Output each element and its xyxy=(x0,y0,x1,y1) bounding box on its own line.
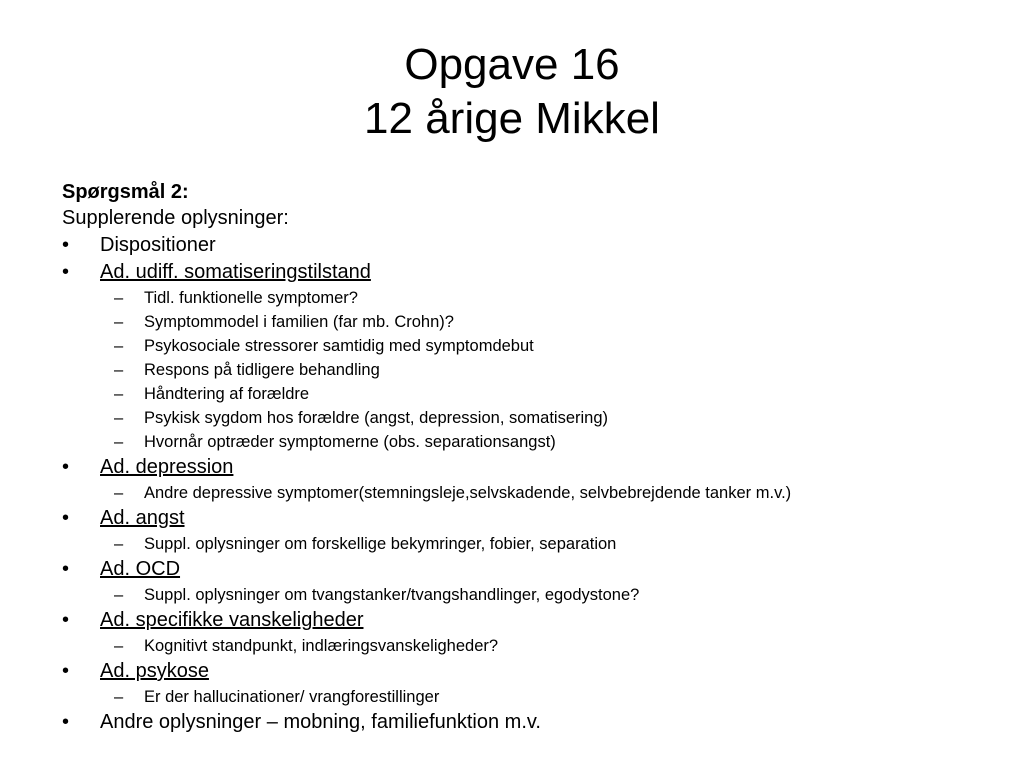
slide-body xyxy=(62,180,1002,736)
dash-icon: – xyxy=(114,688,124,706)
sub-list xyxy=(100,583,1002,607)
dash-icon: – xyxy=(114,385,124,403)
bullet-item-label: Ad. OCD xyxy=(100,558,181,580)
sub-list xyxy=(100,532,1002,556)
sub-item-label: Kognitivt standpunkt, indlæringsvanskeligheder? xyxy=(144,637,499,655)
sub-item xyxy=(100,634,1002,658)
title-line-2: 12 årige Mikkel xyxy=(364,94,660,143)
sub-list xyxy=(100,481,1002,505)
dash-icon: – xyxy=(114,484,124,502)
sub-item xyxy=(100,358,1002,382)
title-line-1: Opgave 16 xyxy=(404,40,620,89)
sub-item-label: Psykosociale stressorer samtidig med symptomdebut xyxy=(144,337,534,355)
sub-item-label: Hvornår optræder symptomerne (obs. separationsangst) xyxy=(144,433,556,451)
dash-icon: – xyxy=(114,586,124,604)
bullet-list xyxy=(62,232,1002,736)
dash-icon: – xyxy=(114,637,124,655)
sub-item xyxy=(100,583,1002,607)
bullet-item xyxy=(62,556,1002,607)
bullet-item-label: Andre oplysninger – mobning, familiefunktion m.v. xyxy=(100,711,541,733)
sub-item xyxy=(100,310,1002,334)
bullet-item-label: Ad. psykose xyxy=(100,660,209,682)
sub-item-label: Håndtering af forældre xyxy=(144,385,310,403)
bullet-item xyxy=(62,454,1002,505)
bullet-item-label: Ad. angst xyxy=(100,507,185,529)
sub-item-label: Andre depressive symptomer(stemningsleje,selvskadende, selvbebrejdende tanker m.v.) xyxy=(144,484,792,502)
dash-icon: – xyxy=(114,289,124,307)
bullet-icon: • xyxy=(62,234,70,256)
sub-item xyxy=(100,430,1002,454)
dash-icon: – xyxy=(114,535,124,553)
dash-icon: – xyxy=(114,361,124,379)
question-subheading: Supplerende oplysninger: xyxy=(62,207,289,229)
sub-list xyxy=(100,286,1002,454)
bullet-item-label: Dispositioner xyxy=(100,234,216,256)
bullet-item xyxy=(62,232,1002,259)
sub-item xyxy=(100,406,1002,430)
sub-list xyxy=(100,685,1002,709)
bullet-icon: • xyxy=(62,660,70,682)
bullet-icon: • xyxy=(62,558,70,580)
dash-icon: – xyxy=(114,313,124,331)
sub-item xyxy=(100,286,1002,310)
sub-item-label: Psykisk sygdom hos forældre (angst, depression, somatisering) xyxy=(144,409,609,427)
sub-item xyxy=(100,685,1002,709)
sub-item xyxy=(100,334,1002,358)
sub-item-label: Er der hallucinationer/ vrangforestillinger xyxy=(144,688,440,706)
sub-item xyxy=(100,481,1002,505)
sub-item xyxy=(100,532,1002,556)
bullet-item xyxy=(62,709,1002,736)
bullet-item xyxy=(62,607,1002,658)
sub-item-label: Respons på tidligere behandling xyxy=(144,361,380,379)
bullet-item-label: Ad. udiff. somatiseringstilstand xyxy=(100,261,371,283)
bullet-item xyxy=(62,658,1002,709)
sub-item-label: Symptommodel i familien (far mb. Crohn)? xyxy=(144,313,454,331)
bullet-icon: • xyxy=(62,507,70,529)
bullet-item xyxy=(62,505,1002,556)
bullet-item-label: Ad. specifikke vanskeligheder xyxy=(100,609,364,631)
sub-item-label: Tidl. funktionelle symptomer? xyxy=(144,289,358,307)
bullet-icon: • xyxy=(62,609,70,631)
bullet-icon: • xyxy=(62,456,70,478)
dash-icon: – xyxy=(114,337,124,355)
bullet-icon: • xyxy=(62,261,70,283)
bullet-item xyxy=(62,259,1002,454)
sub-item-label: Suppl. oplysninger om forskellige bekymringer, fobier, separation xyxy=(144,535,617,553)
sub-item xyxy=(100,382,1002,406)
dash-icon: – xyxy=(114,433,124,451)
question-heading: Spørgsmål 2: xyxy=(62,181,189,203)
dash-icon: – xyxy=(114,409,124,427)
sub-item-label: Suppl. oplysninger om tvangstanker/tvangshandlinger, egodystone? xyxy=(144,586,640,604)
bullet-icon: • xyxy=(62,711,70,733)
sub-list xyxy=(100,634,1002,658)
slide-title xyxy=(0,38,1024,146)
bullet-item-label: Ad. depression xyxy=(100,456,234,478)
